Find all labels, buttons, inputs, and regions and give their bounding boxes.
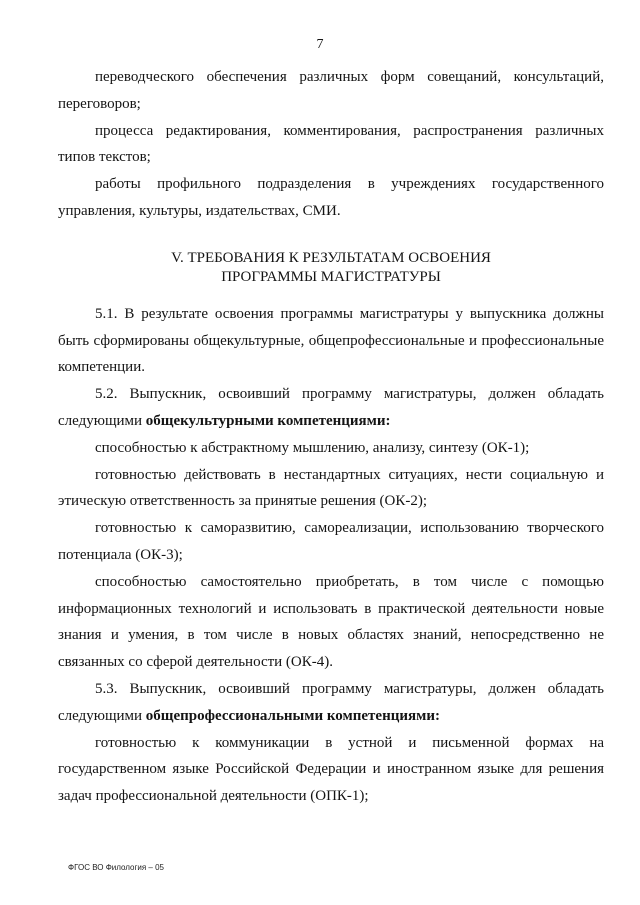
- paragraph-5-2: [58, 381, 604, 435]
- page-number: 7: [316, 37, 324, 52]
- section-heading: [58, 249, 604, 287]
- paragraph-5-2-text: 5.2. Выпускник, освоивший программу магистратуры, должен обладать следующими: [58, 386, 604, 429]
- section-heading-line-1: V. ТРЕБОВАНИЯ К РЕЗУЛЬТАТАМ ОСВОЕНИЯ: [171, 249, 491, 266]
- paragraph-profile-division: работы профильного подразделения в учреждениях государственного управления, культуры, издательствах, СМИ.: [58, 176, 604, 219]
- paragraph-5-3-text: 5.3. Выпускник, освоивший программу магистратуры, должен обладать следующими: [58, 680, 604, 724]
- paragraph-translation-support: переводческого обеспечения различных форм совещаний, консультаций, переговоров;: [58, 69, 604, 112]
- section-heading-line-2: ПРОГРАММЫ МАГИСТРАТУРЫ: [221, 268, 441, 285]
- paragraph-5-1: 5.1. В результате освоения программы магистратуры у выпускника должны быть сформированы общекультурные, общепрофессиональные и профессиональные компетенции.: [58, 305, 604, 376]
- paragraph-editing: процесса редактирования, комментирования, распространения различных типов текстов;: [58, 122, 604, 166]
- paragraph-ok-1: способностью к абстрактному мышлению, анализу, синтезу (ОК-1);: [95, 439, 530, 456]
- document-body: [58, 64, 604, 810]
- document-footer: ФГОС ВО Филология – 05: [68, 863, 165, 872]
- paragraph-ok-2: готовностью действовать в нестандартных ситуациях, нести социальную и этическую ответственность за принятые решения (ОК-2);: [58, 466, 604, 510]
- paragraph-opk-1: готовностью к коммуникации в устной и письменной формах на государственном языке Российской Федерации и иностранном языке для решения задач профессиональной деятельности (ОПК-1);: [58, 734, 604, 805]
- paragraph-5-3-bold: общепрофессиональными компетенциями:: [145, 707, 440, 724]
- paragraph-ok-4: способностью самостоятельно приобретать, в том числе с помощью информационных технологий и использовать в практической деятельности новые знания и умения, в том числе в новых областях знаний, непосредственно не связанных со сферой деятельности (ОК-4).: [58, 573, 604, 671]
- paragraph-ok-3: готовностью к саморазвитию, самореализации, использованию творческого потенциала (ОК-3);: [58, 520, 604, 563]
- paragraph-5-2-bold: общекультурными компетенциями:: [145, 412, 391, 429]
- paragraph-5-3: [58, 676, 604, 730]
